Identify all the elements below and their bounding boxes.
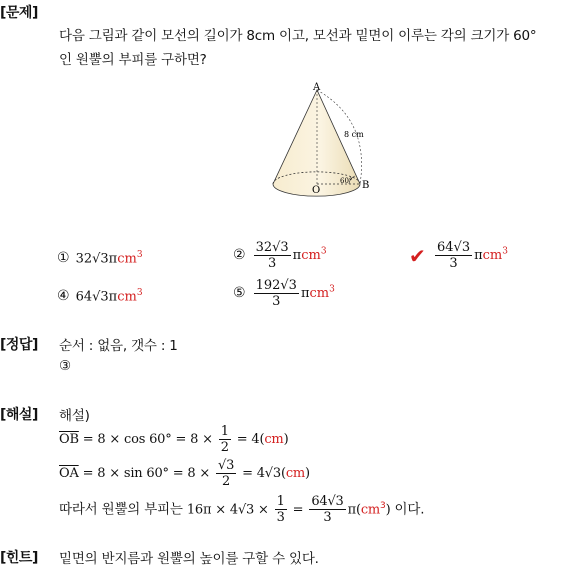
choice-3[interactable]	[433, 240, 508, 271]
hint-text: 밑면의 반지름과 원뿔의 높이를 구할 수 있다.	[59, 551, 319, 567]
choice-2-numer: 32√3	[255, 240, 289, 255]
label-B: B	[362, 180, 370, 191]
choice-4-exp: 3	[136, 288, 143, 298]
choice-3-numer: 64√3	[437, 240, 471, 255]
cone-figure	[260, 80, 390, 200]
choice-4-text: 64√3π	[75, 289, 118, 305]
answer-line2: ③	[59, 358, 71, 374]
choice-1-exp: 3	[136, 250, 143, 260]
label-O: O	[312, 185, 321, 196]
solution-line3: 따라서 원뿔의 부피는 16π × 4√3 × $\frac{1}{3}$ = $\frac{64√3}{3}$ $\pi(cm^3)$ 이다.	[59, 494, 425, 525]
choice-1[interactable]	[57, 250, 143, 266]
choice-1-text: 32√3π	[75, 251, 118, 267]
choice-5-num: ⑤	[233, 285, 246, 301]
answer-label: [정답]	[0, 337, 38, 353]
choice-5-tail: π	[300, 286, 310, 301]
answer-line1: 순서 : 없음, 갯수 : 1	[59, 338, 178, 354]
label-angle: 60°	[340, 177, 353, 185]
choice-4[interactable]	[57, 288, 143, 304]
choice-2-exp: 3	[320, 246, 327, 257]
choice-2-denom: 3	[267, 256, 277, 271]
label-slant: 8 cm	[344, 130, 364, 139]
problem-text-line2: 인 원뿔의 부피를 구하면?	[59, 52, 207, 68]
choice-3-denom: 3	[449, 256, 458, 271]
choice-1-num: ①	[57, 250, 70, 267]
choice-5[interactable]	[233, 278, 335, 309]
segment-OB: $\overline{OB}$	[59, 432, 79, 447]
segment-OA: $\overline{OA}$	[59, 466, 79, 481]
choice-5-denom: 3	[272, 294, 281, 309]
choice-5-exp: 3	[329, 284, 335, 295]
solution-intro: 해설)	[59, 408, 90, 424]
selected-check-icon: ✔	[409, 244, 426, 268]
choice-3-tail: π	[474, 248, 483, 263]
solution-line1: $\overline{OB} = 8 \times \cos 60^\circ = 8$ × $\frac{1}{2}$ = 4(cm)	[59, 424, 289, 455]
choice-2-tail: π	[292, 248, 302, 263]
choice-2[interactable]	[233, 240, 327, 271]
problem-label: [문제]	[0, 5, 38, 21]
hint-label: [힌트]	[0, 550, 38, 566]
problem-text-line1: 다음 그림과 같이 모선의 길이가 8cm 이고, 모선과 밑면이 이루는 각의 크기가 60°	[59, 28, 537, 44]
solution-line2: $\overline{OA} = 8 \times \sin 60^\circ = 8$ × $\frac{√3}{2}$ = 4√3(cm)	[59, 458, 310, 489]
label-A: A	[313, 82, 321, 93]
choice-5-unit: cm	[309, 286, 330, 301]
choice-3-exp: 3	[502, 246, 508, 257]
choice-1-unit: cm	[117, 251, 137, 267]
solution-label: [해설]	[0, 407, 38, 423]
choice-2-unit: cm	[301, 248, 321, 263]
choice-5-numer: 192√3	[255, 278, 297, 293]
choice-3-unit: cm	[482, 248, 503, 263]
choice-4-unit: cm	[117, 289, 137, 305]
choice-4-num: ④	[57, 288, 70, 305]
choice-2-num: ②	[233, 247, 246, 263]
